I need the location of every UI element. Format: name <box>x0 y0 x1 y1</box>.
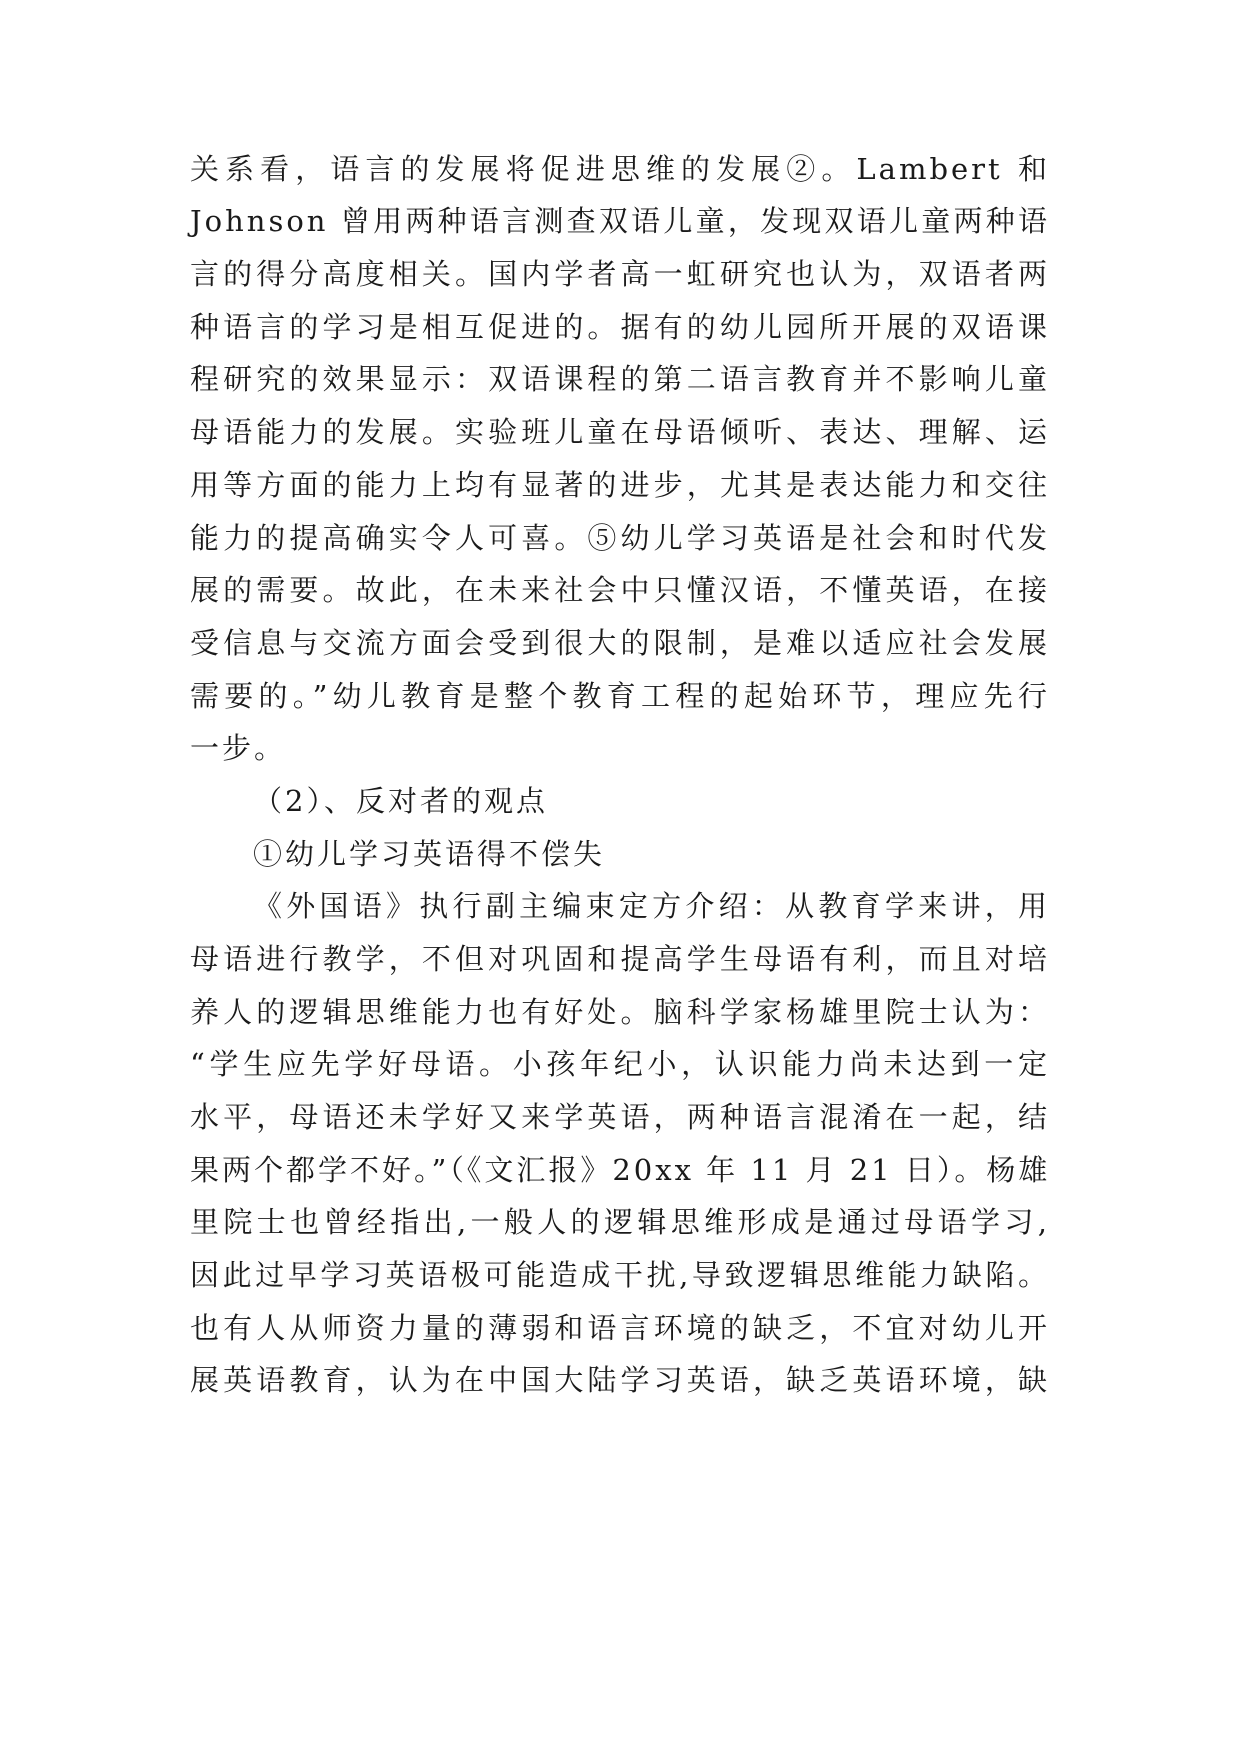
paragraph-line: 水平，母语还未学好又来学英语，两种语言混淆在一起，结 <box>190 1100 1050 1134</box>
subsection-heading: ①幼儿学习英语得不偿失 <box>253 837 606 871</box>
paragraph-line: 一步。 <box>190 731 287 765</box>
paragraph-line: 言的得分高度相关。国内学者高一虹研究也认为，双语者两 <box>190 257 1050 291</box>
paragraph-line: 因此过早学习英语极可能造成干扰,导致逻辑思维能力缺陷。 <box>190 1258 1050 1292</box>
paragraph-line: 母语能力的发展。实验班儿童在母语倾听、表达、理解、运 <box>190 415 1050 449</box>
paragraph-line: Johnson 曾用两种语言测查双语儿童，发现双语儿童两种语 <box>190 204 1050 238</box>
paragraph-line: 展的需要。故此，在未来社会中只懂汉语，不懂英语，在接 <box>190 573 1050 607</box>
paragraph-line: 展英语教育，认为在中国大陆学习英语，缺乏英语环境，缺 <box>190 1363 1050 1397</box>
paragraph-line: 里院士也曾经指出,一般人的逻辑思维形成是通过母语学习, <box>190 1205 1050 1239</box>
paragraph-line: 受信息与交流方面会受到很大的限制，是难以适应社会发展 <box>190 626 1050 660</box>
paragraph-line: 种语言的学习是相互促进的。据有的幼儿园所开展的双语课 <box>190 310 1050 344</box>
paragraph-line: 需要的。”幼儿教育是整个教育工程的起始环节，理应先行 <box>190 679 1050 713</box>
paragraph-line: “学生应先学好母语。小孩年纪小，认识能力尚未达到一定 <box>190 1047 1050 1081</box>
paragraph-line: 也有人从师资力量的薄弱和语言环境的缺乏，不宜对幼儿开 <box>190 1311 1050 1345</box>
paragraph-line: 果两个都学不好。”（《文汇报》20xx 年 11 月 21 日）。杨雄 <box>190 1153 1051 1187</box>
paragraph-line: 能力的提高确实令人可喜。⑤幼儿学习英语是社会和时代发 <box>190 521 1050 555</box>
paragraph-line: 用等方面的能力上均有显著的进步，尤其是表达能力和交往 <box>190 468 1050 502</box>
section-heading: （2）、反对者的观点 <box>253 784 548 818</box>
paragraph-line: 关系看，语言的发展将促进思维的发展②。Lambert 和 <box>190 152 1050 186</box>
paragraph-line: 程研究的效果显示：双语课程的第二语言教育并不影响儿童 <box>190 362 1050 396</box>
paragraph-line: 《外国语》执行副主编束定方介绍：从教育学来讲，用 <box>253 889 1050 923</box>
paragraph-line: 母语进行教学，不但对巩固和提高学生母语有利，而且对培 <box>190 942 1050 976</box>
paragraph-line: 养人的逻辑思维能力也有好处。脑科学家杨雄里院士认为： <box>190 995 1050 1029</box>
